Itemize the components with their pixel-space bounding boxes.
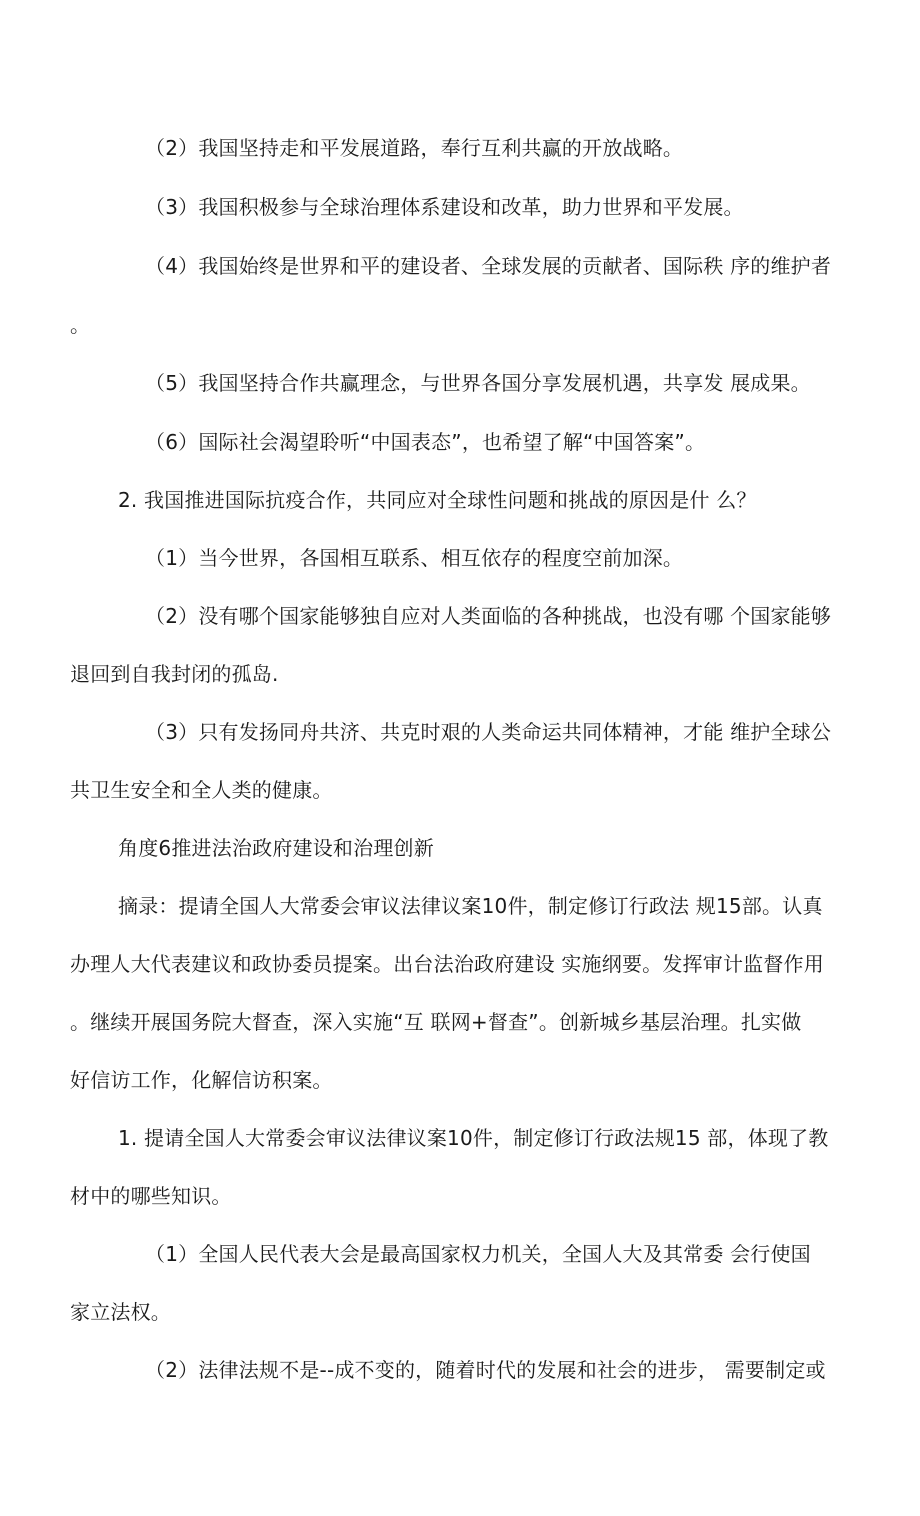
paragraph-line: 。继续开展国务院大督查，深入实施“互 联网+督查”。创新城乡基层治理。扎实做 — [70, 1010, 802, 1034]
paragraph-line: （2）没有哪个国家能够独自应对人类面临的各种挑战，也没有哪 个国家能够 — [145, 604, 832, 628]
paragraph-line: 家立法权。 — [70, 1300, 171, 1324]
paragraph-line: （3）我国积极参与全球治理体系建设和改革，助力世界和平发展。 — [145, 195, 744, 219]
paragraph-line: 共卫生安全和全人类的健康。 — [70, 778, 333, 802]
paragraph-line: （1）全国人民代表大会是最高国家权力机关，全国人大及其常委 会行使国 — [145, 1242, 811, 1266]
paragraph-line: （2）我国坚持走和平发展道路，奉行互利共赢的开放战略。 — [145, 136, 684, 160]
paragraph-line: 好信访工作，化解信访积案。 — [70, 1068, 333, 1092]
paragraph-line: （1）当今世界，各国相互联系、相互依存的程度空前加深。 — [145, 546, 684, 570]
paragraph-line: 摘录：提请全国人大常委会审议法律议案10件，制定修订行政法 规15部。认真 — [118, 894, 823, 918]
paragraph-line: 办理人大代表建议和政协委员提案。出台法治政府建设 实施纲要。发挥审计监督作用 — [70, 952, 824, 976]
question-heading: 2. 我国推进国际抗疫合作，共同应对全球性问题和挑战的原因是什 么？ — [118, 488, 757, 512]
paragraph-line: （6）国际社会渴望聆听“中国表态”，也希望了解“中国答案”。 — [145, 430, 706, 454]
paragraph-line: 材中的哪些知识。 — [70, 1184, 232, 1208]
paragraph-line: 退回到自我封闭的孤岛. — [70, 662, 279, 686]
section-heading: 角度6推进法治政府建设和治理创新 — [118, 836, 434, 860]
paragraph-line: （4）我国始终是世界和平的建设者、全球发展的贡献者、国际秩 序的维护者 — [145, 254, 832, 278]
paragraph-line: （2）法律法规不是--成不变的，随着时代的发展和社会的进步， 需要制定或 — [145, 1358, 826, 1382]
question-heading: 1. 提请全国人大常委会审议法律议案10件，制定修订行政法规15 部，体现了教 — [118, 1126, 829, 1150]
paragraph-line: 。 — [70, 313, 91, 337]
paragraph-line: （5）我国坚持合作共赢理念，与世界各国分享发展机遇，共享发 展成果。 — [145, 371, 811, 395]
paragraph-line: （3）只有发扬同舟共济、共克时艰的人类命运共同体精神，才能 维护全球公 — [145, 720, 832, 744]
